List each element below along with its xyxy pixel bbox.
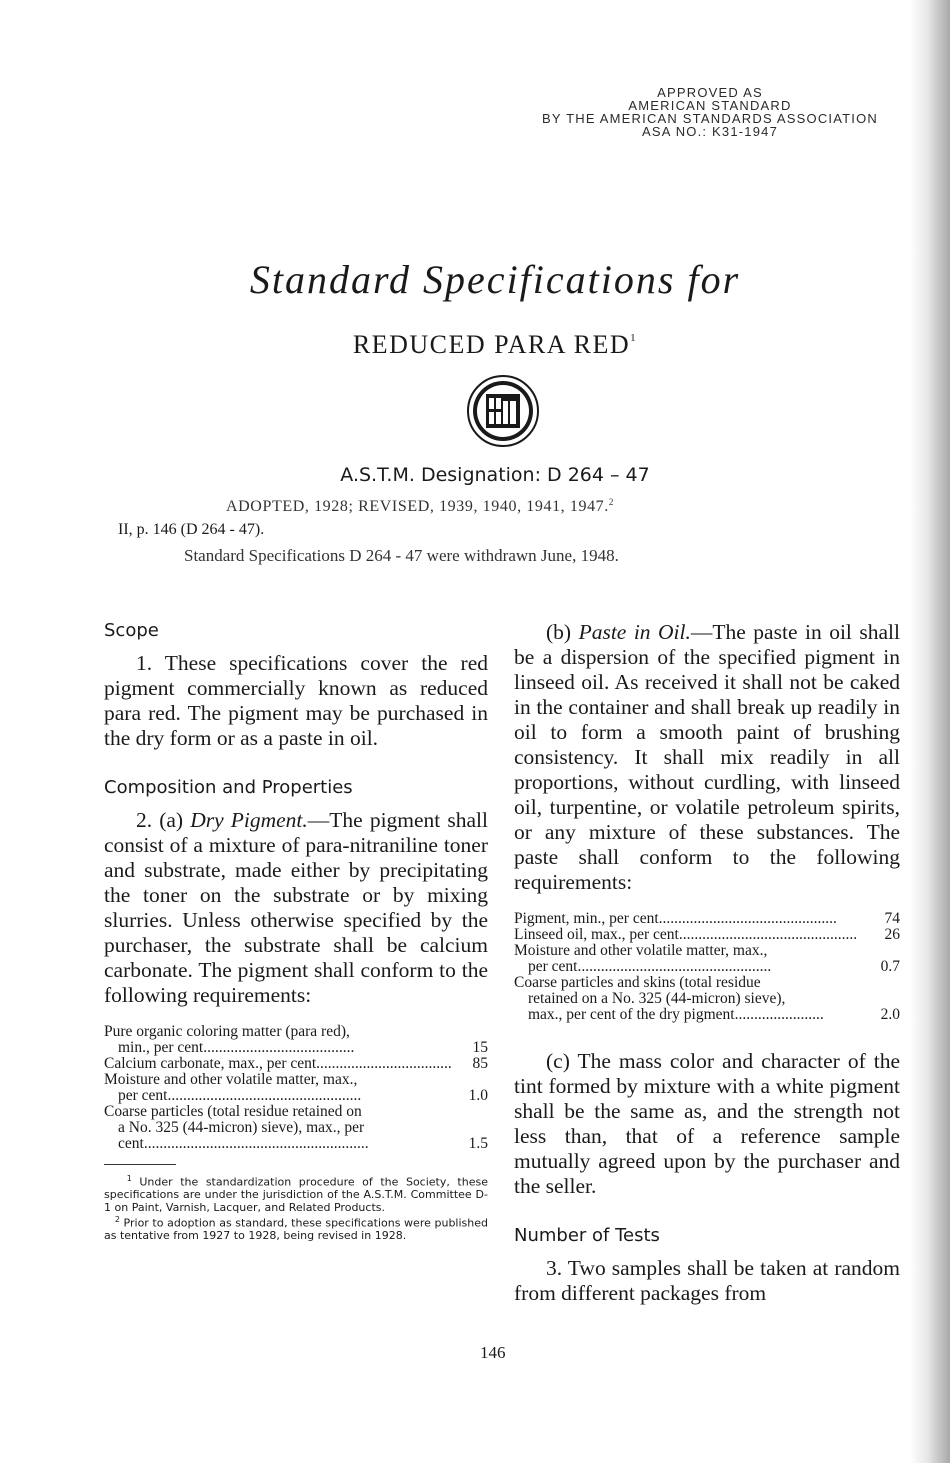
requirement-row xyxy=(514,927,900,943)
paragraph-body: —The pigment shall consist of a mixture of para-nitraniline toner and substrate, made either by precipitating the toner on the substrate or by mixing slurries. Unless otherwise specified by the purchaser, the substrate shall be calcium carbonate. The pigment shall conform to the following requirements: xyxy=(104,808,488,1007)
note-line: II, p. 146 (D 264 - 47). xyxy=(118,521,265,538)
withdrawn-note: Standard Specifications D 264 - 47 were withdrawn June, 1948. xyxy=(184,546,619,565)
adopted-text: ADOPTED, 1928; REVISED, 1939, 1940, 1941, 1947. xyxy=(226,498,609,515)
section-heading-composition: Composition and Properties xyxy=(104,777,353,798)
paragraph-title: Dry Pigment. xyxy=(190,808,308,832)
paragraph-number: 2. xyxy=(136,808,160,832)
page-number: 146 xyxy=(480,1343,506,1362)
paste-in-oil-paragraph xyxy=(514,620,900,895)
footnote: $^2$ Prior to adoption as standard, these specifications were published as tentative from 1927 to 1928, being revised in 1928. xyxy=(104,1215,488,1243)
approval-line: ASA NO.: K31-1947 xyxy=(641,124,779,139)
section-heading-scope: Scope xyxy=(104,620,159,641)
left-column xyxy=(104,620,488,1243)
requirement-value: 1.0 xyxy=(465,1088,488,1104)
requirements-table xyxy=(104,1024,488,1152)
requirement-label: cent.......................................................... xyxy=(118,1136,369,1152)
requirement-label: per cent.................................................. xyxy=(528,959,772,975)
requirement-value: 15 xyxy=(469,1040,489,1056)
requirement-row xyxy=(514,975,900,1023)
requirements-table xyxy=(514,911,900,1023)
scope-paragraph: 1. These specifications cover the red pigment commercially known as reduced para red. The pigment may be purchased in the dry form or as a paste in oil. xyxy=(104,651,488,750)
requirement-label: retained on a No. 325 (44-micron) sieve), xyxy=(528,991,786,1007)
requirement-label: Pure organic coloring matter (para red), xyxy=(104,1024,350,1040)
composition-paragraph xyxy=(104,808,488,1008)
title-main xyxy=(0,330,950,360)
requirement-value: 1.5 xyxy=(465,1136,488,1152)
designation: A.S.T.M. Designation: D 264 – 47 xyxy=(340,464,650,486)
requirement-row xyxy=(104,1056,488,1072)
title-italic: Standard Specifications for xyxy=(249,257,741,302)
approval-line: AMERICAN STANDARD xyxy=(628,98,792,113)
requirement-row xyxy=(104,1024,488,1056)
title-footnote-ref: 1 xyxy=(630,332,638,344)
astm-seal-icon xyxy=(466,374,540,448)
approval-line: APPROVED AS xyxy=(657,85,763,100)
requirement-row xyxy=(104,1104,488,1152)
approval-line: BY THE AMERICAN STANDARDS ASSOCIATION xyxy=(542,111,878,126)
requirement-row xyxy=(104,1072,488,1104)
approval-stamp xyxy=(500,86,920,138)
footnote: $^1$ Under the standardization procedure of the Society, these specifications are under the jurisdiction of the A.S.T.M. Committee D-1 on Paint, Varnish, Lacquer, and Related Products. xyxy=(104,1174,488,1214)
page-edge-shadow xyxy=(910,0,950,1463)
requirement-label: Coarse particles and skins (total residue xyxy=(514,975,761,991)
mass-color-paragraph xyxy=(514,1049,900,1199)
requirement-value: 85 xyxy=(469,1056,489,1072)
paragraph-letter: (a) xyxy=(159,808,191,832)
requirement-label: per cent.................................................. xyxy=(118,1088,362,1104)
paragraph-body: The mass color and character of the tint formed by mixture with a white pigment shall be the same as, and the strength not less than, that of a reference sample mutually agreed upon by the purchaser and the seller. xyxy=(514,1049,900,1198)
paragraph-letter: (c) xyxy=(546,1049,578,1073)
requirement-label: max., per cent of the dry pigment....................... xyxy=(528,1007,824,1023)
right-column xyxy=(514,620,900,1306)
requirement-value: 26 xyxy=(881,927,901,943)
section-heading-number-of-tests: Number of Tests xyxy=(514,1225,660,1246)
requirement-label: Calcium carbonate, max., per cent................................... xyxy=(104,1056,452,1072)
adopted-line xyxy=(0,497,840,516)
adopted-footnote-ref: 2 xyxy=(608,497,614,507)
requirement-label: min., per cent....................................... xyxy=(118,1040,355,1056)
requirement-label: Moisture and other volatile matter, max., xyxy=(514,943,768,959)
paragraph-title: Paste in Oil. xyxy=(578,620,691,644)
paragraph-body: —The paste in oil shall be a dispersion of the specified pigment in linseed oil. As received it shall not be caked in the container and shall break up readily in oil to form a smooth paint of brushing consistency. It shall mix readily in all proportions, without curdling, with linseed oil, turpentine, or volatile petroleum spirits, or any mixture of these substances. The paste shall conform to the following requirements: xyxy=(514,620,900,894)
requirement-label: Coarse particles (total residue retained on xyxy=(104,1104,362,1120)
requirement-value: 74 xyxy=(881,911,901,927)
paragraph-letter: (b) xyxy=(546,620,579,644)
requirement-label: Moisture and other volatile matter, max., xyxy=(104,1072,358,1088)
requirement-label: Pigment, min., per cent.............................................. xyxy=(514,911,837,927)
requirement-row xyxy=(514,943,900,975)
footnote-divider xyxy=(104,1164,176,1165)
title-main-text: REDUCED PARA RED xyxy=(352,330,631,359)
requirement-value: 2.0 xyxy=(877,1007,900,1023)
tests-paragraph: 3. Two samples shall be taken at random from different packages from xyxy=(514,1256,900,1305)
requirement-label: Linseed oil, max., per cent.............................................. xyxy=(514,927,858,943)
requirement-row xyxy=(514,911,900,927)
requirement-label: a No. 325 (44-micron) sieve), max., per xyxy=(118,1120,365,1136)
requirement-value: 0.7 xyxy=(877,959,900,975)
